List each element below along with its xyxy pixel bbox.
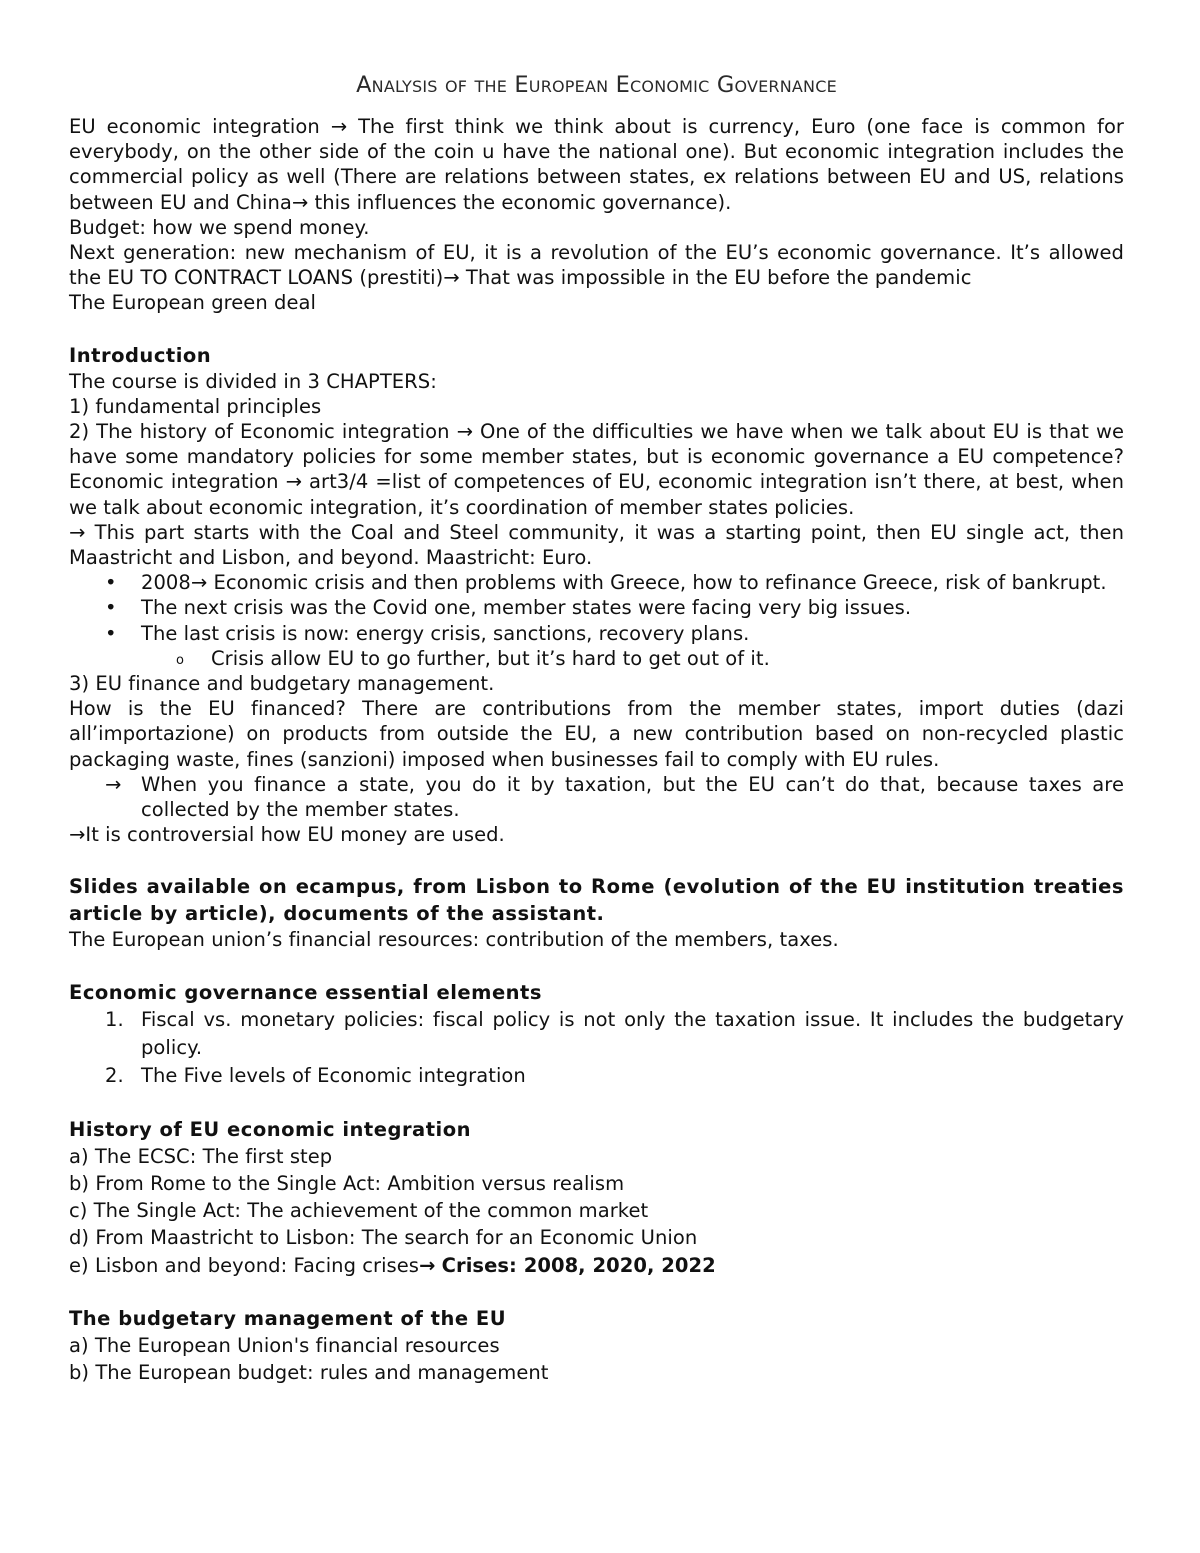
list-number: 1. [105,1007,124,1031]
budget-section [69,1305,1124,1386]
chapter-2: 2) The history of Economic integration → One of the difficulties we have when we talk about EU is that we have some mandatory policies for some member states, but is economic governance a EU competence? Economic integration → art3/4 =list of competences of EU, economic integration isn’t there, at best, when we talk about economic integration, it’s coordination of member states policies. [69,420,1124,519]
list-item: a) The European Union's financial resources [69,1333,500,1357]
list-item: • 2008→ Economic crisis and then problems with Greece, how to refinance Greece, risk of bankrupt. [105,571,1107,595]
crisis-bullet-list [69,570,1124,671]
chapter-2-note: → This part starts with the Coal and Steel community, it was a starting point, then EU single act, then Maastricht and Lisbon, and beyond. Maastricht: Euro. [69,520,1124,570]
chapter-1: 1) fundamental principles [69,394,322,418]
budget-heading: The budgetary management of the EU [69,1306,507,1330]
crisis-sub-list [141,646,1124,671]
financing-paragraph: How is the EU financed? There are contributions from the member states, import duties (dazi all’importazione) on products from outside the EU, a new contribution based on non-recycled plastic packaging waste, fines (sanzioni) imposed when businesses fail to comply with EU rules. [69,697,1124,771]
list-item: c) The Single Act: The achievement of the common market [69,1199,649,1223]
list-item: a) The ECSC: The first step [69,1144,333,1168]
list-item: • The next crisis was the Covid one, member states were facing very big issues. [105,596,912,620]
arrow-list [69,772,1124,822]
list-item: b) The European budget: rules and management [69,1360,549,1384]
next-generation-paragraph: Next generation: new mechanism of EU, it is a revolution of the EU’s economic governance. It’s allowed the EU TO CONTRACT LOANS (prestiti)→ That was impossible in the EU before the pandemic [69,241,1124,290]
controversial-line: →It is controversial how EU money are used. [69,823,505,847]
arrow-icon: → [105,772,122,796]
essentials-numbered-list [69,1006,1124,1090]
chapter-3: 3) EU finance and budgetary management. [69,672,495,696]
financial-resources-line: The European union’s financial resources: contribution of the members, taxes. [69,928,839,952]
crises-years: Crises: 2008, 2020, 2022 [441,1253,716,1277]
list-item: 2. The Five levels of Economic integration [141,1062,1124,1090]
budget-line: Budget: how we spend money. [69,215,370,239]
green-deal-line: The European green deal [69,291,316,315]
list-item: o Crisis allow EU to go further, but it’s hard to get out of it. [211,646,1124,671]
list-item: • The last crisis is now: energy crisis, sanctions, recovery plans. o Crisis allow EU to go further, but it’s hard to get out of it. [141,621,1124,671]
history-heading: History of EU economic integration [69,1117,472,1141]
course-chapters-lead: The course is divided in 3 CHAPTERS: [69,369,437,393]
document-page [69,70,1124,1386]
history-section [69,1116,1124,1279]
bullet-icon: • [105,571,117,595]
introduction-heading: Introduction [69,343,212,367]
list-item: 1. Fiscal vs. monetary policies: fiscal policy is not only the taxation issue. It includes the budgetary policy. [105,1007,1124,1059]
list-item: b) From Rome to the Single Act: Ambition versus realism [69,1171,625,1195]
bullet-icon: • [105,596,117,620]
arrow-icon: → [419,1253,436,1277]
document-title [69,70,1124,100]
list-item: e) Lisbon and beyond: Facing crises→ Crises: 2008, 2020, 2022 [69,1253,716,1277]
slides-note: Slides available on ecampus, from Lisbon to Rome (evolution of the EU institution treaties article by article), documents of the assistant. [69,875,1124,926]
essentials-heading: Economic governance essential elements [69,980,542,1004]
list-item: → When you finance a state, you do it by taxation, but the EU can’t do that, because taxes are collected by the member states. [105,772,1124,822]
circle-bullet-icon: o [176,652,185,668]
bullet-icon: • [105,621,117,645]
intro-paragraph: EU economic integration → The first think we think about is currency, Euro (one face is common for everybody, on the other side of the coin u have the national one). But economic integration includes the commercial policy as well (There are relations between states, ex relations between EU and US, relations between EU and China→ this influences the economic governance). [69,115,1124,214]
list-item: d) From Maastricht to Lisbon: The search for an Economic Union [69,1226,698,1250]
title-text: Analysis of the European Economic Governance [356,72,837,98]
list-number: 2. [105,1063,124,1087]
